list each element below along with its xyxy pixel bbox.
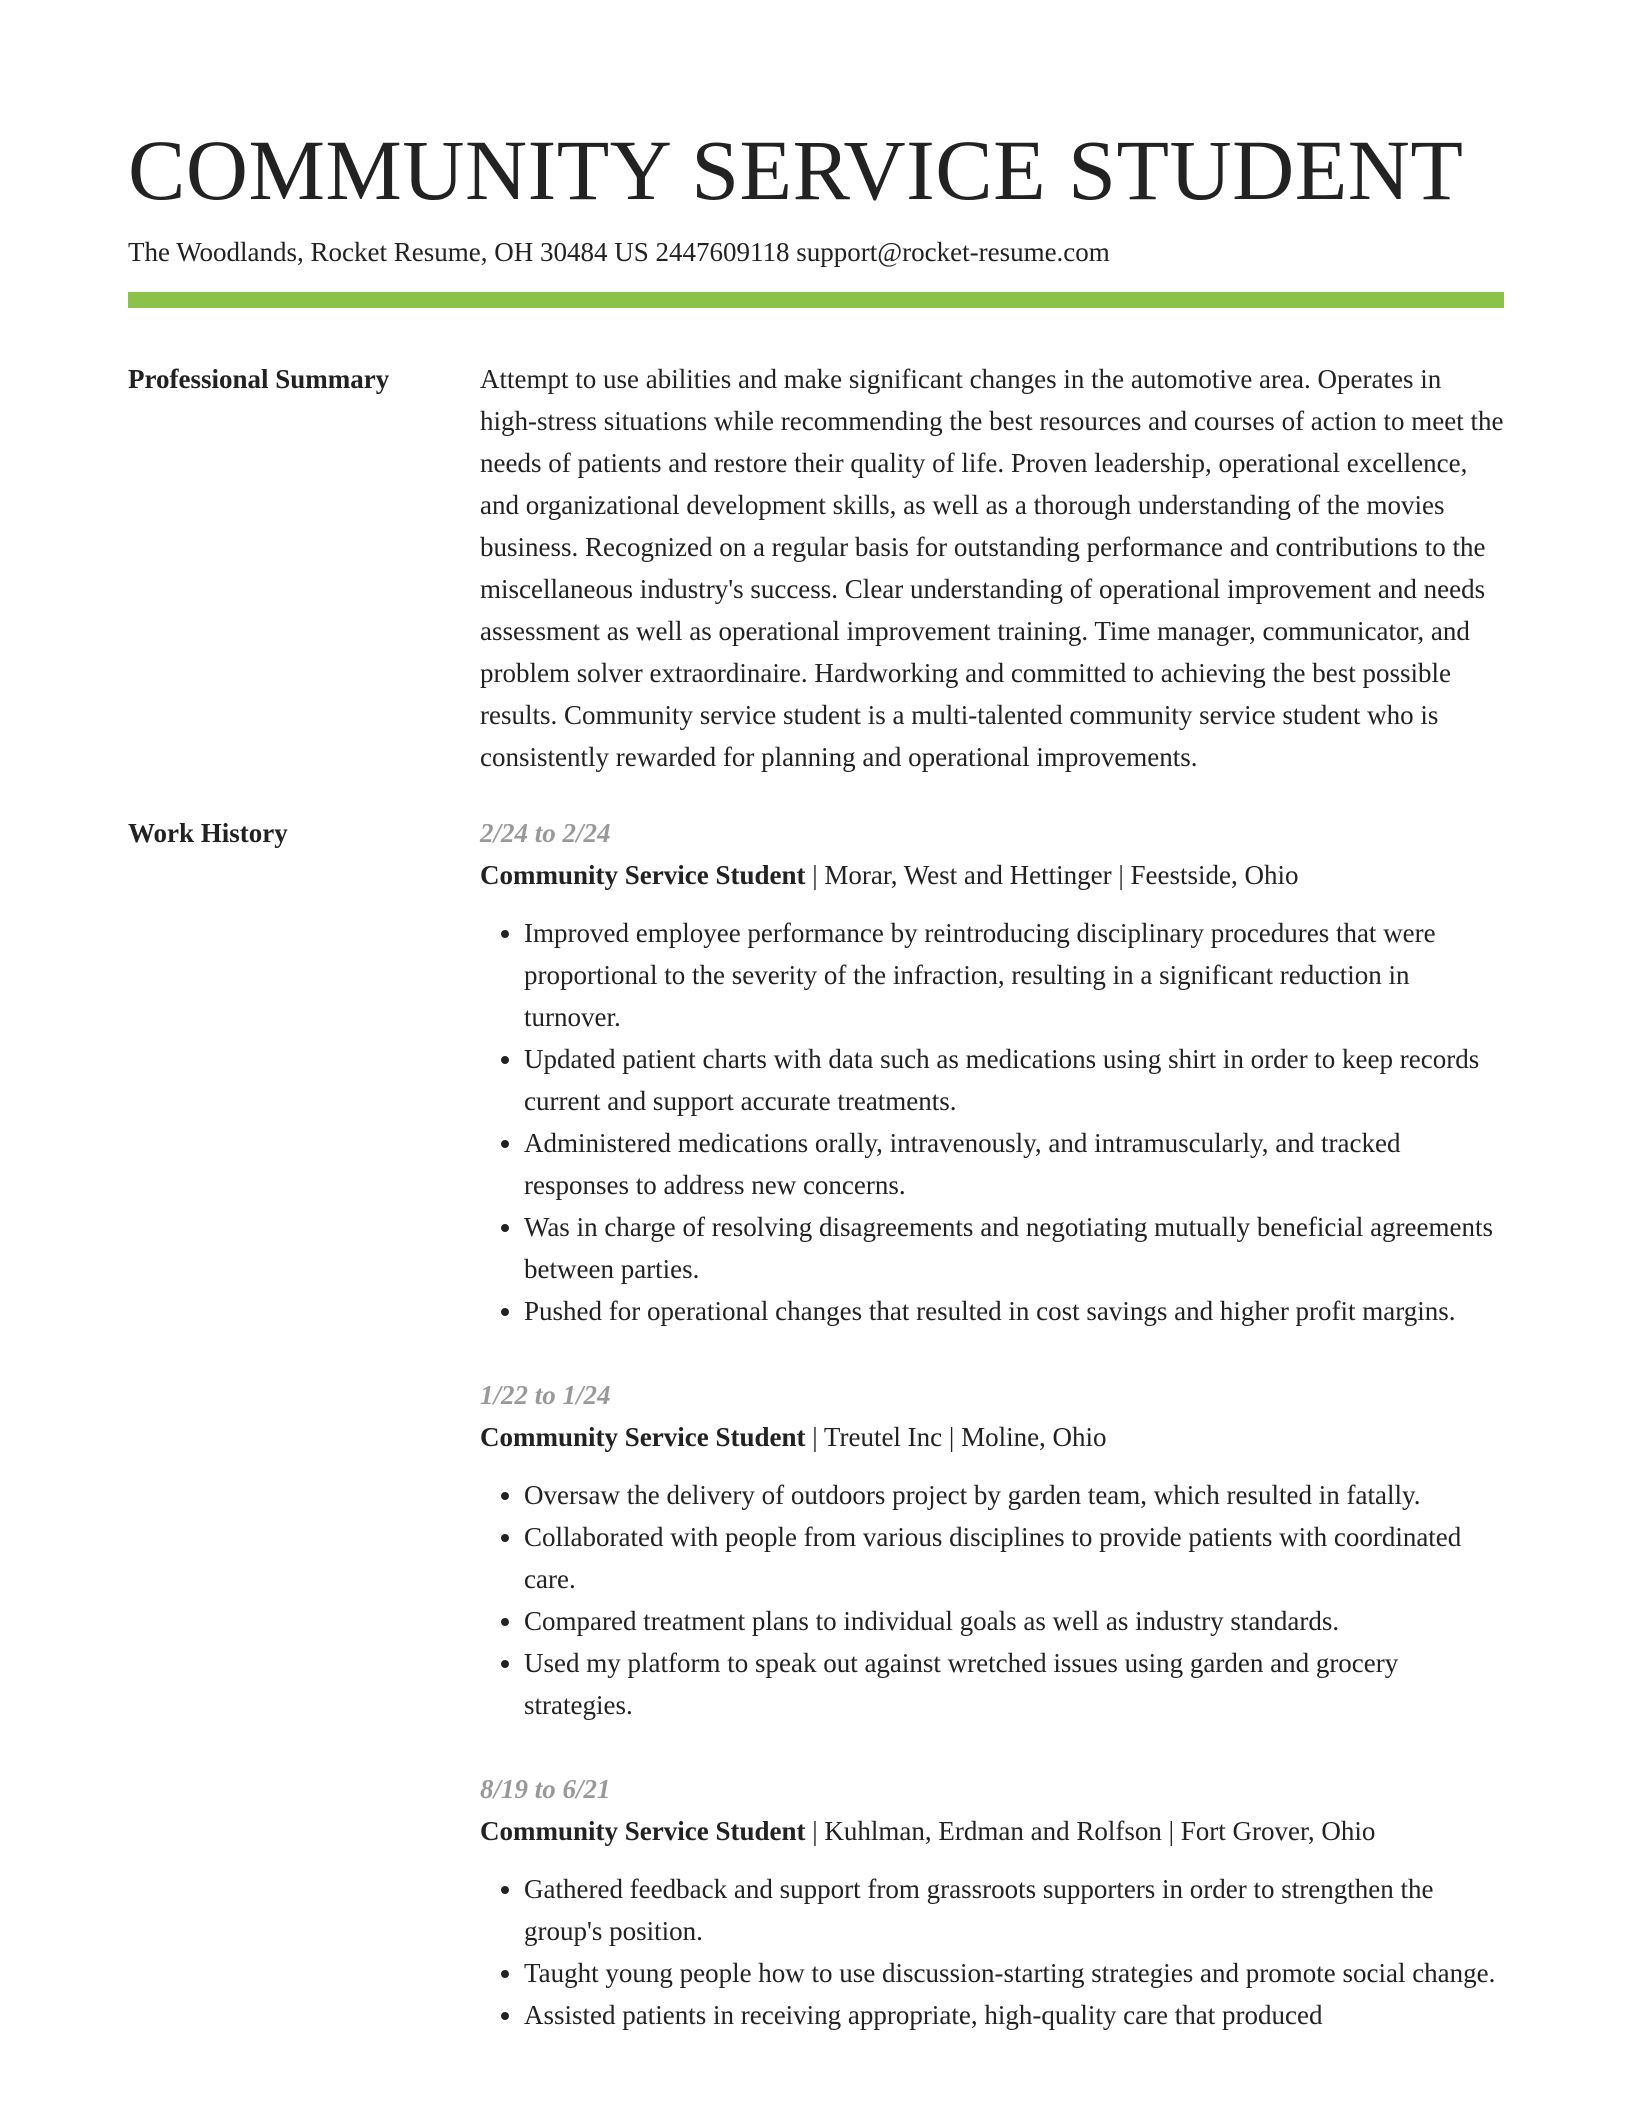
summary-text: Attempt to use abilities and make significant changes in the automotive area. Operates in high-stress situations while recommending the best resources and courses of action to meet the needs of patients and restore their quality of life. Proven leadership, operational excellence, and organizational development skills, as well as a thorough understanding of the movies business. Recognized on a regular basis for outstanding performance and contributions to the miscellaneous industry's success. Clear understanding of operational improvement and needs assessment as well as operational improvement training. Time manager, communicator, and problem solver extraordinaire. Hardworking and committed to achieving the best possible results. Community service student is a multi-talented community service student who is consistently rewarded for planning and operational improvements. <box>480 364 1504 772</box>
job-heading <box>480 1810 1504 1852</box>
job-bullet-list <box>480 1868 1504 2036</box>
job-separator: | <box>1111 860 1131 890</box>
summary-body <box>480 358 1504 778</box>
job-location: Fort Grover, Ohio <box>1180 1816 1376 1846</box>
job-bullet-list <box>480 1474 1504 1726</box>
professional-summary-section <box>128 358 1504 778</box>
section-label-work-history: Work History <box>128 818 288 848</box>
section-label-summary: Professional Summary <box>128 364 390 394</box>
job-dates: 1/22 to 1/24 <box>480 1380 611 1410</box>
job-title: Community Service Student <box>480 1816 806 1846</box>
accent-divider <box>128 292 1504 308</box>
work-history-body <box>480 812 1504 2078</box>
job-separator: | <box>942 1422 962 1452</box>
job-company: Treutel Inc <box>823 1422 943 1452</box>
job-title: Community Service Student <box>480 860 806 890</box>
work-history-section <box>128 812 1504 2078</box>
job-separator: | <box>805 1422 824 1452</box>
job-location: Moline, Ohio <box>961 1422 1107 1452</box>
job-bullet: • Gathered feedback and support from grassroots supporters in order to strengthen the group's position. <box>524 1868 1504 1952</box>
job-separator: | <box>805 1816 825 1846</box>
job-bullet: • Taught young people how to use discussion-starting strategies and promote social change. <box>524 1952 1504 1994</box>
job-company: Kuhlman, Erdman and Rolfson <box>824 1816 1162 1846</box>
job-entry <box>480 812 1504 1332</box>
job-heading <box>480 1416 1504 1458</box>
job-company: Morar, West and Hettinger <box>824 860 1112 890</box>
job-entry <box>480 1768 1504 2036</box>
job-bullet: • Assisted patients in receiving appropriate, high-quality care that produced <box>524 1994 1504 2036</box>
job-bullet: • Improved employee performance by reintroducing disciplinary procedures that were proportional to the severity of the infraction, resulting in a significant reduction in turnover. <box>524 912 1504 1038</box>
contact-line: The Woodlands, Rocket Resume, OH 30484 US 2447609118 support@rocket-resume.com <box>128 237 1110 267</box>
job-separator: | <box>1161 1816 1181 1846</box>
job-dates: 2/24 to 2/24 <box>480 818 611 848</box>
job-bullet: • Administered medications orally, intravenously, and intramuscularly, and tracked responses to address new concerns. <box>524 1122 1504 1206</box>
job-bullet: • Compared treatment plans to individual goals as well as industry standards. <box>524 1600 1504 1642</box>
job-bullet-list <box>480 912 1504 1332</box>
job-dates: 8/19 to 6/21 <box>480 1774 611 1804</box>
job-bullet: • Collaborated with people from various disciplines to provide patients with coordinated care. <box>524 1516 1504 1600</box>
job-bullet: • Pushed for operational changes that resulted in cost savings and higher profit margins. <box>524 1290 1504 1332</box>
job-bullet: • Used my platform to speak out against wretched issues using garden and grocery strategies. <box>524 1642 1504 1726</box>
resume-page <box>128 0 1504 2078</box>
job-location: Feestside, Ohio <box>1130 860 1299 890</box>
job-bullet: • Updated patient charts with data such as medications using shirt in order to keep records current and support accurate treatments. <box>524 1038 1504 1122</box>
job-separator: | <box>805 860 825 890</box>
job-heading <box>480 854 1504 896</box>
job-entry <box>480 1374 1504 1726</box>
job-bullet: • Oversaw the delivery of outdoors project by garden team, which resulted in fatally. <box>524 1474 1504 1516</box>
resume-name: COMMUNITY SERVICE STUDENT <box>128 122 1464 218</box>
job-bullet: • Was in charge of resolving disagreements and negotiating mutually beneficial agreements between parties. <box>524 1206 1504 1290</box>
job-title: Community Service Student <box>480 1422 806 1452</box>
